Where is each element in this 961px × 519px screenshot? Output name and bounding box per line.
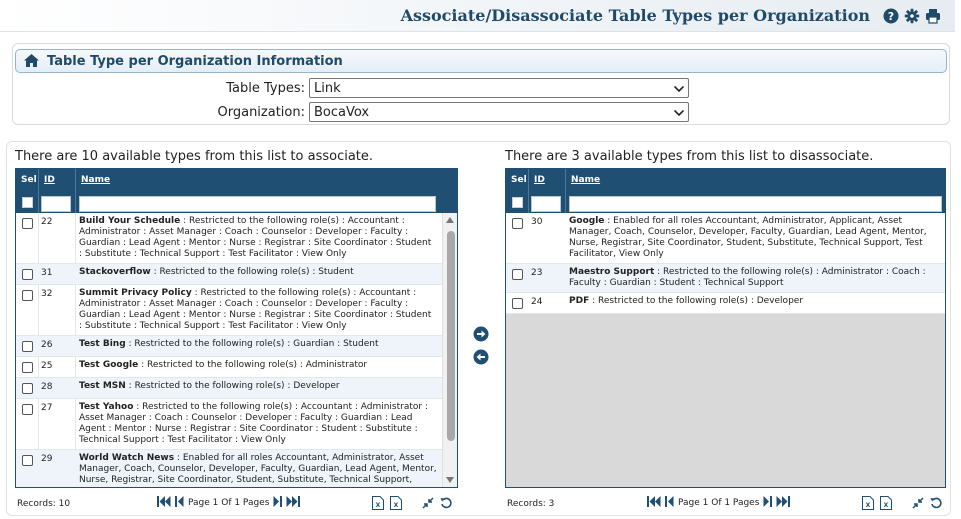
row-description: : Restricted to the following role(s) : Developer bbox=[125, 381, 340, 391]
row-name bbox=[79, 360, 437, 371]
row-id: 25 bbox=[41, 361, 53, 371]
row-description: : Restricted to the following role(s) : Administrator bbox=[138, 360, 368, 370]
table-row[interactable] bbox=[16, 450, 457, 488]
first-page-icon[interactable] bbox=[647, 496, 661, 510]
svg-text:X: X bbox=[883, 502, 889, 509]
row-title: Test Google bbox=[79, 360, 139, 370]
export-csv-icon[interactable] bbox=[880, 496, 892, 513]
table-row[interactable] bbox=[506, 213, 945, 264]
records-count: Records: 10 bbox=[17, 499, 71, 509]
row-description: : Restricted to the following role(s) : Student bbox=[150, 267, 354, 277]
row-title: PDF bbox=[569, 296, 590, 306]
row-name bbox=[79, 402, 437, 446]
move-controls bbox=[473, 326, 489, 369]
row-checkbox[interactable] bbox=[22, 362, 33, 373]
table-row[interactable] bbox=[16, 336, 457, 357]
organization-select[interactable] bbox=[309, 102, 689, 122]
column-id[interactable]: ID bbox=[534, 175, 545, 185]
row-name bbox=[569, 296, 941, 307]
records-count: Records: 3 bbox=[507, 499, 555, 509]
gear-icon[interactable] bbox=[904, 8, 920, 24]
prev-page-icon[interactable] bbox=[175, 496, 184, 510]
associate-arrow-icon[interactable] bbox=[473, 326, 489, 346]
row-id: 22 bbox=[41, 217, 53, 227]
info-title: Table Type per Organization Information bbox=[47, 53, 343, 69]
row-checkbox[interactable] bbox=[22, 341, 33, 352]
row-name bbox=[79, 288, 437, 332]
table-types-label: Table Types: bbox=[226, 80, 305, 96]
vertical-scrollbar[interactable] bbox=[442, 213, 457, 487]
row-description: : Restricted to the following role(s) : Accountant : Administrator : Asset Manager : Coach : Counselor : Developer : Faculty : Guardian : Lead Agent : Mentor : Nurse : Registrar : Site Coordinator : Student : Substitute : Technical Support : Test Facilitator : View Only bbox=[79, 288, 432, 331]
print-icon[interactable] bbox=[925, 8, 941, 24]
table-row[interactable] bbox=[16, 264, 457, 285]
svg-text:?: ? bbox=[887, 9, 895, 23]
help-icon[interactable] bbox=[883, 8, 899, 24]
row-title: Summit Privacy Policy bbox=[79, 288, 192, 298]
id-filter-input[interactable] bbox=[41, 196, 71, 212]
disassociate-arrow-icon[interactable] bbox=[473, 349, 489, 369]
home-icon bbox=[24, 52, 39, 71]
right-pager bbox=[507, 496, 947, 512]
export-excel-icon[interactable] bbox=[372, 496, 384, 513]
scroll-down-icon[interactable] bbox=[446, 477, 454, 483]
id-filter-input[interactable] bbox=[531, 196, 561, 212]
info-title-bar bbox=[15, 49, 947, 73]
scroll-thumb[interactable] bbox=[447, 231, 455, 441]
associated-types-grid bbox=[505, 168, 946, 488]
row-id: 28 bbox=[41, 382, 53, 392]
row-description: : Enabled for all roles Accountant, Administrator, Applicant, Asset Manager, Coach, Counselor, Developer, Faculty, Guardian, Lead Agent, Mentor, Nurse, Registrar, Site Coordinator, Student, Substitute, Technical Support, Test Facilitator, View Only bbox=[569, 216, 927, 259]
row-id: 23 bbox=[531, 268, 543, 278]
row-name bbox=[79, 216, 437, 260]
column-sel: Sel bbox=[511, 175, 527, 185]
info-panel bbox=[12, 43, 950, 125]
grid-header bbox=[506, 169, 945, 213]
table-row[interactable] bbox=[16, 378, 457, 399]
name-filter-input[interactable] bbox=[569, 196, 942, 212]
row-title: Maestro Support bbox=[569, 267, 655, 277]
table-row[interactable] bbox=[16, 213, 457, 264]
row-checkbox[interactable] bbox=[22, 290, 33, 301]
page-indicator: Page 1 Of 1 Pages bbox=[188, 498, 270, 508]
organization-label: Organization: bbox=[217, 104, 305, 120]
left-pager bbox=[17, 496, 457, 512]
table-row[interactable] bbox=[16, 357, 457, 378]
row-description: : Enabled for all roles Accountant, Administrator, Asset Manager, Coach, Counselor, Developer, Faculty, Guardian, Lead Agent, Mentor, Nurse, Registrar, Site Coordinator, Student, Substitute, Technical Support, bbox=[79, 453, 437, 485]
row-checkbox[interactable] bbox=[22, 383, 33, 394]
column-id[interactable]: ID bbox=[44, 175, 55, 185]
svg-text:X: X bbox=[375, 502, 381, 509]
next-page-icon[interactable] bbox=[273, 496, 282, 510]
next-page-icon[interactable] bbox=[763, 496, 772, 510]
row-checkbox[interactable] bbox=[512, 218, 523, 229]
last-page-icon[interactable] bbox=[286, 496, 300, 510]
last-page-icon[interactable] bbox=[776, 496, 790, 510]
export-excel-icon[interactable] bbox=[862, 496, 874, 513]
row-title: Stackoverflow bbox=[79, 267, 151, 277]
row-title: Test Bing bbox=[79, 339, 126, 349]
table-types-value: Link bbox=[314, 80, 341, 96]
page-title: Associate/Disassociate Table Types per Organization bbox=[400, 6, 870, 25]
available-types-grid bbox=[15, 168, 458, 488]
svg-text:X: X bbox=[865, 502, 871, 509]
row-name bbox=[79, 381, 437, 392]
row-id: 31 bbox=[41, 268, 53, 278]
row-description: : Restricted to the following role(s) : Administrator : Coach : Faculty : Guardian : Student : Technical Support bbox=[569, 267, 926, 288]
refresh-icon[interactable] bbox=[930, 497, 942, 512]
row-checkbox[interactable] bbox=[22, 269, 33, 280]
export-csv-icon[interactable] bbox=[390, 496, 402, 513]
row-checkbox[interactable] bbox=[22, 218, 33, 229]
row-id: 32 bbox=[41, 289, 53, 299]
row-title: Build Your Schedule bbox=[79, 216, 181, 226]
page-indicator: Page 1 Of 1 Pages bbox=[678, 498, 760, 508]
scroll-up-icon[interactable] bbox=[446, 217, 454, 223]
row-title: Test Yahoo bbox=[79, 402, 134, 412]
table-row[interactable] bbox=[506, 264, 945, 293]
column-name[interactable]: Name bbox=[571, 175, 601, 185]
grid-header bbox=[16, 169, 457, 213]
row-name bbox=[79, 267, 437, 278]
row-title: Google bbox=[569, 216, 605, 226]
left-caption: There are 10 available types from this list to associate. bbox=[15, 149, 374, 164]
row-name bbox=[79, 339, 437, 350]
select-all-checkbox[interactable] bbox=[22, 197, 33, 208]
row-id: 27 bbox=[41, 403, 53, 413]
column-sel: Sel bbox=[21, 175, 37, 185]
row-description: : Restricted to the following role(s) : Accountant : Administrator : Asset Manager : Coach : Counselor : Developer : Faculty : Guardian : Lead Agent : Mentor : Nurse : Registrar : Site Coordinator : Student : Substitute : Technical Support : Test Facilitator : View Only bbox=[79, 216, 432, 259]
collapse-icon[interactable] bbox=[422, 497, 434, 512]
row-name bbox=[79, 453, 437, 486]
organization-value: BocaVox bbox=[314, 104, 370, 120]
right-caption: There are 3 available types from this list to disassociate. bbox=[505, 149, 874, 164]
select-all-checkbox[interactable] bbox=[512, 197, 523, 208]
collapse-icon[interactable] bbox=[912, 497, 924, 512]
row-name bbox=[569, 267, 941, 289]
refresh-icon[interactable] bbox=[440, 497, 452, 512]
row-description: : Restricted to the following role(s) : Accountant : Administrator : Asset Manager : Coach : Counselor : Developer : Faculty : Guardian : Lead Agent : Mentor : Nurse : Registrar : Site Coordinator : Student : Substitute : Technical Support : Test Facilitator : View Only bbox=[79, 402, 428, 445]
svg-text:X: X bbox=[393, 502, 399, 509]
associated-rows bbox=[506, 213, 945, 314]
row-description: : Restricted to the following role(s) : Developer bbox=[589, 296, 804, 306]
row-id: 26 bbox=[41, 340, 53, 350]
row-checkbox[interactable] bbox=[22, 404, 33, 415]
first-page-icon[interactable] bbox=[157, 496, 171, 510]
table-types-row bbox=[13, 78, 951, 98]
row-checkbox[interactable] bbox=[512, 298, 523, 309]
prev-page-icon[interactable] bbox=[665, 496, 674, 510]
row-description: : Restricted to the following role(s) : Guardian : Student bbox=[125, 339, 379, 349]
table-types-select[interactable] bbox=[309, 78, 689, 98]
page-header bbox=[0, 0, 955, 32]
row-id: 29 bbox=[41, 454, 53, 464]
row-id: 30 bbox=[531, 217, 543, 227]
table-row[interactable] bbox=[16, 399, 457, 450]
row-id: 24 bbox=[531, 297, 543, 307]
chevron-down-icon bbox=[674, 105, 684, 120]
table-row[interactable] bbox=[16, 285, 457, 336]
row-title: Test MSN bbox=[79, 381, 126, 391]
organization-row bbox=[13, 102, 951, 122]
name-filter-input[interactable] bbox=[79, 196, 436, 212]
table-row[interactable] bbox=[506, 293, 945, 314]
row-title: World Watch News bbox=[79, 453, 175, 463]
row-name bbox=[569, 216, 941, 260]
column-name[interactable]: Name bbox=[81, 175, 111, 185]
row-checkbox[interactable] bbox=[512, 269, 523, 280]
row-checkbox[interactable] bbox=[22, 455, 33, 466]
chevron-down-icon bbox=[674, 81, 684, 96]
